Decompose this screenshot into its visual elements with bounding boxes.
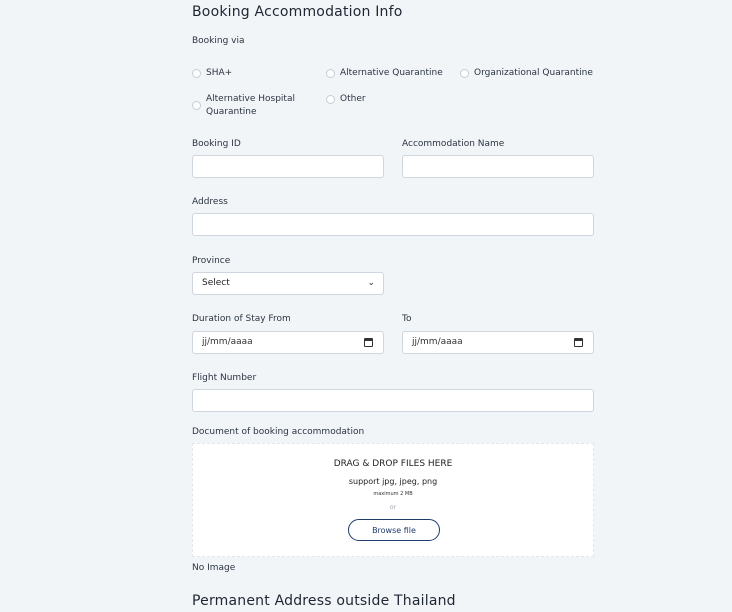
booking-id-input[interactable]	[192, 155, 384, 178]
radio-label-alternative-hospital-quarantine: Alternative Hospital Quarantine	[206, 94, 295, 117]
date-from-input[interactable]	[192, 331, 384, 354]
drop-title: DRAG & DROP FILES HERE	[333, 459, 453, 469]
drop-or-text: or	[389, 504, 397, 511]
calendar-icon[interactable]	[364, 338, 373, 347]
address-input[interactable]	[192, 213, 594, 236]
radio-circle-icon[interactable]	[192, 69, 201, 78]
province-select-value: Select	[202, 278, 230, 288]
province-select[interactable]	[192, 272, 384, 295]
radio-circle-icon[interactable]	[192, 101, 201, 110]
radio-label-sha-plus: SHA+	[206, 68, 233, 78]
province-label: Province	[192, 256, 231, 266]
date-to-placeholder: jj/mm/aaaa	[412, 337, 463, 347]
radio-circle-icon[interactable]	[326, 95, 335, 104]
section-title-booking: Booking Accommodation Info	[192, 4, 403, 20]
section-title-permanent-address: Permanent Address outside Thailand	[192, 593, 456, 609]
flight-number-input[interactable]	[192, 389, 594, 412]
to-label: To	[402, 314, 412, 324]
date-from-placeholder: jj/mm/aaaa	[202, 337, 253, 347]
document-label: Document of booking accommodation	[192, 427, 365, 437]
chevron-down-icon: ⌄	[367, 278, 375, 288]
duration-from-label: Duration of Stay From	[192, 314, 291, 324]
booking-id-label: Booking ID	[192, 139, 241, 149]
radio-label-organizational-quarantine: Organizational Quarantine	[474, 68, 593, 78]
browse-file-button[interactable]: Browse file	[348, 519, 440, 541]
radio-circle-icon[interactable]	[326, 69, 335, 78]
address-label: Address	[192, 197, 228, 207]
drop-support-text: support jpg, jpeg, png	[348, 477, 438, 486]
no-image-text: No Image	[192, 563, 236, 573]
file-drop-zone[interactable]	[192, 443, 594, 557]
drop-max-size: maximum 2 MB	[373, 491, 413, 497]
booking-via-label: Booking via	[192, 36, 245, 46]
date-to-input[interactable]	[402, 331, 594, 354]
accommodation-name-input[interactable]	[402, 155, 594, 178]
accommodation-name-label: Accommodation Name	[402, 139, 505, 149]
flight-number-label: Flight Number	[192, 373, 257, 383]
radio-circle-icon[interactable]	[460, 69, 469, 78]
calendar-icon[interactable]	[574, 338, 583, 347]
radio-label-other: Other	[340, 94, 366, 104]
radio-label-alternative-quarantine: Alternative Quarantine	[340, 68, 443, 78]
